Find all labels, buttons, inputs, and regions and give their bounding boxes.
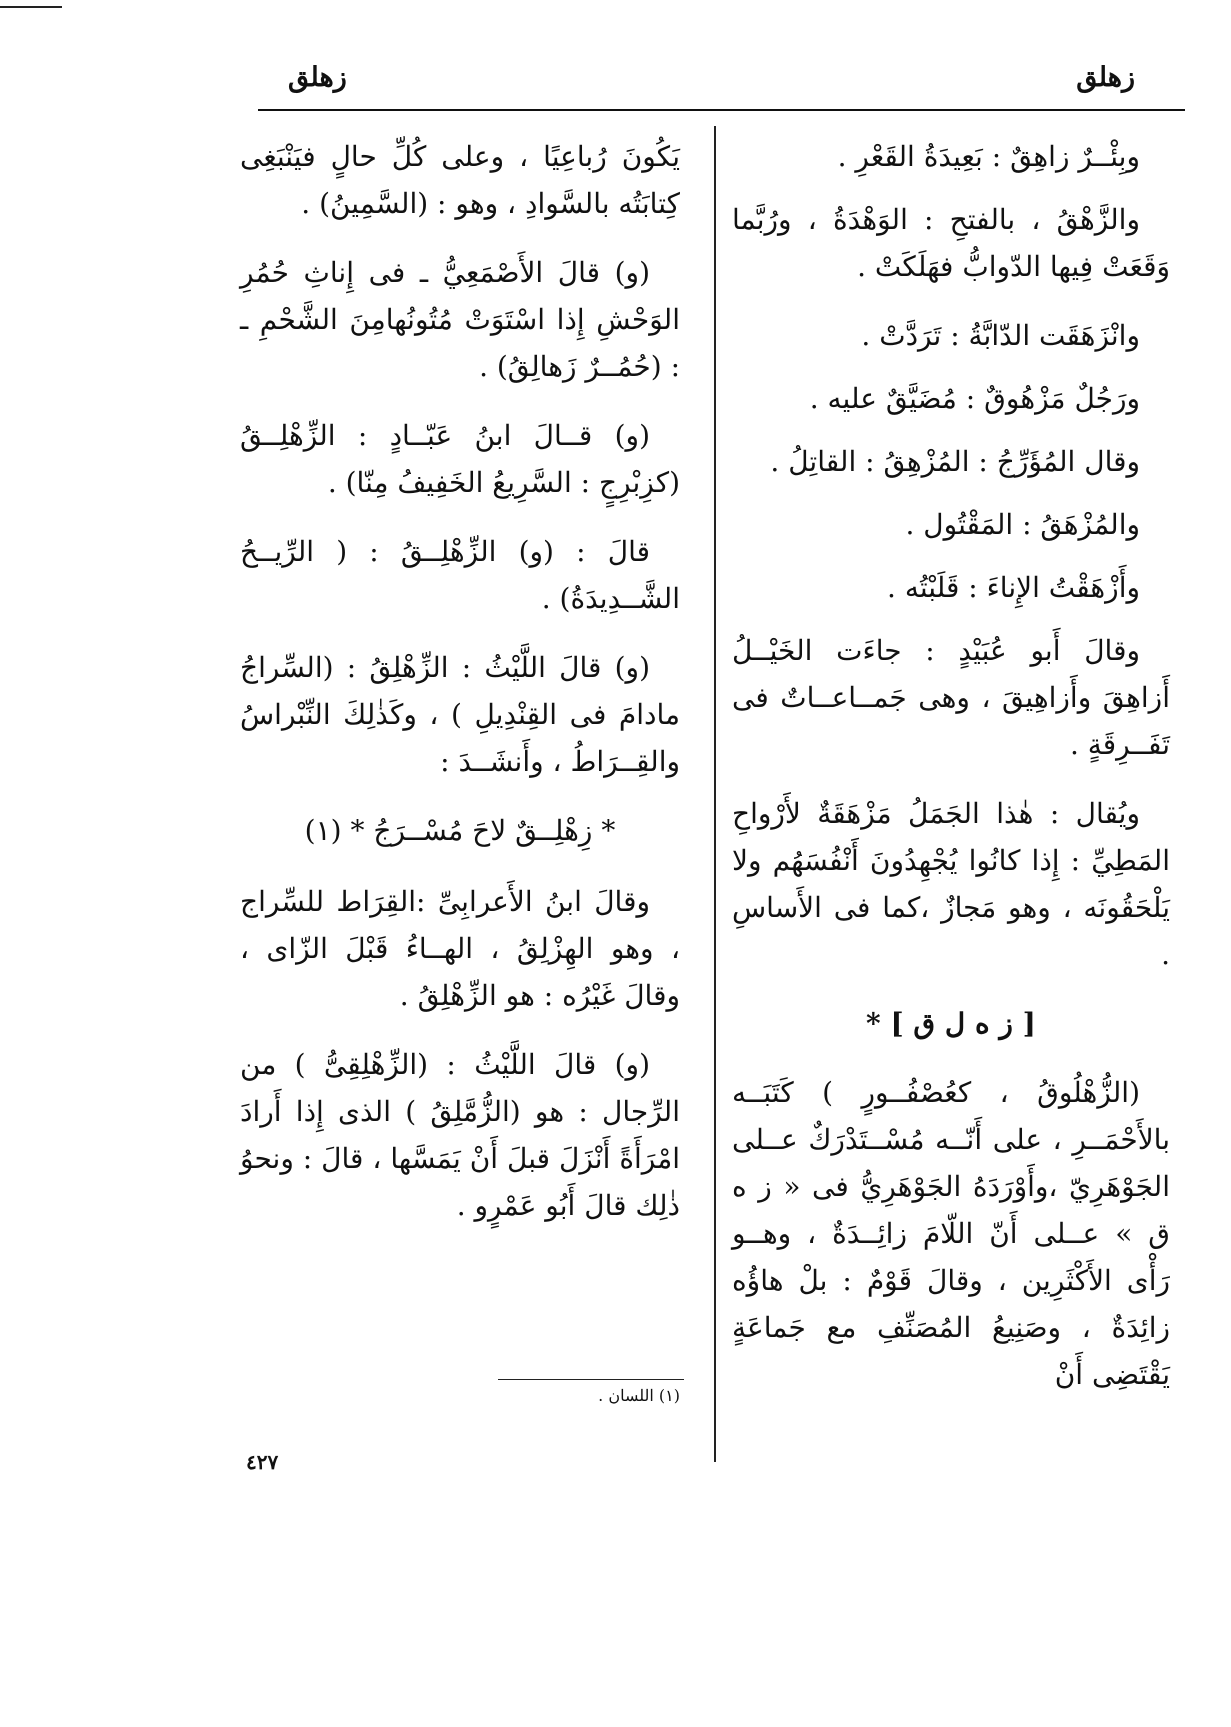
header-rule: [258, 109, 1185, 111]
verse-line: * زِهْلِــقٌ لاحَ مُسْــرَجُ * (١): [304, 814, 616, 847]
column-divider: [714, 126, 716, 1462]
entry-paragraph: (و) قالَ اللَّيْثُ : الزِّهْلِقُ : (السِّراجُ مادامَ فى القِنْدِيلِ ) ، وكَذٰلِكَ النِّبْراسُ والقِــرَاطُ ، وأَنشَــدَ :: [240, 651, 680, 778]
entry-paragraph: يَكُونَ رُباعِيًا ، وعلى كُلِّ حالٍ فيَنْبَغِى كِتابَتُه بالسَّوادِ ، وهو : (السَّمِينُ) .: [240, 140, 680, 220]
entry-paragraph: والزَّهْقُ ، بالفتحِ : الوَهْدَةُ ، ورُبَّما وَقَعَتْ فِيها الدّوابُّ فهَلَكَتْ .: [732, 203, 1170, 283]
entry-paragraph: (و) قــالَ ابنُ عَبّــادٍ : الزِّهْلِــقُ (كزِبْرِجٍ : السَّرِيعُ الخَفِيفُ مِنّا) .: [240, 419, 680, 499]
entry-paragraph: ورَجُلٌ مَزْهُوقٌ : مُضَيَّقٌ عليه .: [809, 382, 1140, 415]
footnote-rule: [498, 1379, 684, 1380]
root-heading: [ ز ه ل ق ] *: [866, 1007, 1036, 1040]
entry-paragraph: وانْزَهَقَت الدّابَّةُ : تَرَدَّتْ .: [861, 319, 1140, 352]
footnote: (١) اللسان .: [598, 1386, 680, 1405]
entry-paragraph: ويُقال : هٰذا الجَمَلُ مَزْهَقَةٌ لأَرْواحِ المَطِيِّ : إِذا كانُوا يُجْهِدُونَ أَنْفُسَهُم ولا يَلْحَقُونَه ، وهو مَجازٌ ،كما فى الأَساسِ .: [732, 797, 1170, 971]
entry-paragraph: وقالَ ابنُ الأَعرابِىِّ :القِرَاط للسِّراج ، وهو الهِزْلِقُ ، الهــاءُ قَبْلَ الزّاى ، وقالَ غَيْرُه : هو الزِّهْلِقُ .: [240, 885, 680, 1012]
entry-paragraph: وأَزْهَقْتُ الإِناءَ : قَلَبْتُه .: [887, 571, 1140, 604]
entry-paragraph: (و) قالَ الأَصْمَعِيُّ ـ فى إِناثِ حُمُرِ الوَحْشِ إِذا اسْتَوَتْ مُتُونُهامِنَ الشَّحْمِ ـ : (حُمُــرٌ زَهالِقُ) .: [240, 256, 680, 383]
page-number: ٤٢٧: [246, 1450, 279, 1474]
right-column: [732, 133, 1170, 1420]
running-head-right: زهلق: [1076, 62, 1135, 93]
entry-paragraph: وقالَ أَبو عُبَيْدٍ : جاءَت الخَيْــلُ أَزاهِقَ وأَزاهِيقَ ، وهى جَمــاعــاتٌ فى تَفَــرِقَةٍ .: [732, 634, 1170, 761]
entry-paragraph: وقال المُؤَرِّجُ : المُزْهِقُ : القاتِلُ .: [770, 445, 1140, 478]
entry-paragraph: (الزُّهْلُوقُ ، كعُصْفُــورٍ ) كَتَبَــه بالأَحْمَــرِ ، على أَنّــه مُسْــتَدْرَكٌ عــلى الجَوْهَرِيّ ،وأَوْرَدَهُ الجَوْهَرِيُّ فى « ز ه ق » عــلى أَنّ اللّامَ زائِــدَةٌ ، وهــو رَأْى الأَكْثَرِين ، وقالَ قَوْمٌ : بلْ هاؤُه زائِدَةٌ ، وصَنِيعُ المُصَنِّفِ مع جَماعَةٍ يَقْتَضِى أَنْ: [732, 1076, 1170, 1391]
corner-mark: [0, 6, 62, 8]
entry-paragraph: (و) قالَ اللَّيْثُ : (الزِّهْلِقِىُّ ) من الرِّجال : هو (الزُّمَّلِقُ ) الذى إِذا أَرادَ امْرَأَةً أَنْزَلَ قبلَ أَنْ يَمَسَّها ، قالَ : ونحوُ ذٰلِك قالَ أَبُو عَمْرٍو .: [240, 1048, 680, 1222]
running-head-left: زهلق: [288, 62, 347, 93]
entry-paragraph: وبِئْــرٌ زاهِقٌ : بَعِيدَةُ القَعْرِ .: [837, 140, 1140, 173]
entry-paragraph: والمُزْهَقُ : المَقْتُول .: [905, 508, 1140, 541]
left-column: [240, 133, 680, 1251]
entry-paragraph: قالَ : (و) الزِّهْلِــقُ : ( الرِّيــحُ الشَّــدِيدَةُ) .: [240, 535, 680, 615]
